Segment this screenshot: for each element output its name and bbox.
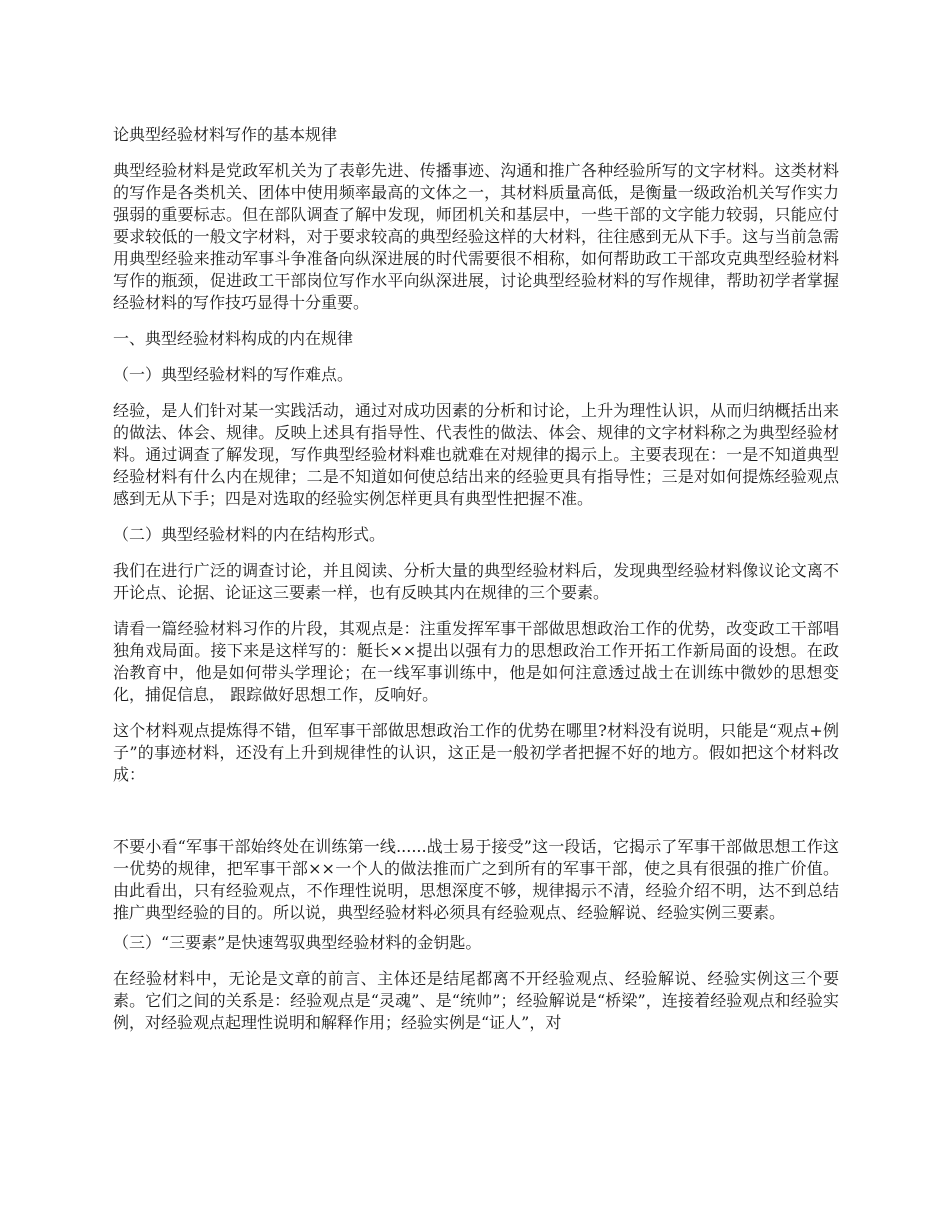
subsection-2-paragraph-4: 不要小看“军事干部始终处在训练第一线......战士易于接受”这一段话，它揭示了军事干部做思想工作这一优势的规律，把军事干部××一个人的做法推而广之到所有的军事干部，使之具有很强的推广价值。由此看出，只有经验观点，不作理性说明，思想深度不够，规律揭示不清，经验介绍不明，达不到总结推广典型经验的目的。所以说，典型经验材料必须具有经验观点、经验解说、经验实例三要素。 [113, 837, 839, 922]
subsection-2-paragraph-3: 这个材料观点提炼得不错，但军事干部做思想政治工作的优势在哪里?材料没有说明，只能是“观点+例子”的事迹材料，还没有上升到规律性的认识，这正是一般初学者把握不好的地方。假如把这个材料改成： [113, 721, 839, 784]
subsection-3-paragraph: 在经验材料中，无论是文章的前言、主体还是结尾都离不开经验观点、经验解说、经验实例这三个要素。它们之间的关系是：经验观点是“灵魂”、是“统帅”；经验解说是“桥梁”，连接着经验观点和经验实例，对经验观点起理性说明和解释作用；经验实例是“证人”，对 [113, 969, 839, 1032]
subsection-heading-3: （三）“三要素”是快速驾驭典型经验材料的金钥匙。 [113, 933, 482, 952]
subsection-2-paragraph-1: 我们在进行广泛的调查讨论，并且阅读、分析大量的典型经验材料后，发现典型经验材料像议论文离不开论点、论据、论证这三要素一样，也有反映其内在规律的三个要素。 [113, 561, 839, 602]
document-page [113, 124, 839, 1048]
section-heading-1: 一、典型经验材料构成的内在规律 [113, 329, 354, 348]
blank-space [113, 800, 839, 836]
document-title: 论典型经验材料写作的基本规律 [113, 125, 338, 144]
intro-paragraph: 典型经验材料是党政军机关为了表彰先进、传播事迹、沟通和推广各种经验所写的文字材料。这类材料的写作是各类机关、团体中使用频率最高的文体之一，其材料质量高低，是衡量一级政治机关写作实力强弱的重要标志。但在部队调查了解中发现，师团机关和基层中，一些干部的文字能力较弱，只能应付要求较低的一般文字材料，对于要求较高的典型经验这样的大材料，往往感到无从下手。这与当前急需用典型经验来推动军事斗争准备向纵深进展的时代需要很不相称，如何帮助政工干部攻克典型经验材料写作的瓶颈，促进政工干部岗位写作水平向纵深进展，讨论典型经验材料的写作规律，帮助初学者掌握经验材料的写作技巧显得十分重要。 [113, 161, 839, 312]
subsection-heading-2: （二）典型经验材料的内在结构形式。 [113, 525, 386, 544]
subsection-2-paragraph-2: 请看一篇经验材料习作的片段，其观点是：注重发挥军事干部做思想政治工作的优势，改变政工干部唱独角戏局面。接下来是这样写的：艇长××提出以强有力的思想政治工作开拓工作新局面的设想。在政治教育中，他是如何带头学理论；在一线军事训练中，他是如何注意透过战士在训练中微妙的思想变化，捕促信息， 跟踪做好思想工作，反响好。 [113, 619, 839, 704]
subsection-heading-1: （一）典型经验材料的写作难点。 [113, 365, 354, 384]
subsection-1-paragraph: 经验，是人们针对某一实践活动，通过对成功因素的分析和讨论，上升为理性认识，从而归纳概括出来的做法、体会、规律。反映上述具有指导性、代表性的做法、体会、规律的文字材料称之为典型经验材料。通过调查了解发现，写作典型经验材料难也就难在对规律的揭示上。主要表现在：一是不知道典型经验材料有什么内在规律；二是不知道如何使总结出来的经验更具有指导性；三是对如何提炼经验观点感到无从下手；四是对选取的经验实例怎样更具有典型性把握不准。 [113, 401, 839, 508]
